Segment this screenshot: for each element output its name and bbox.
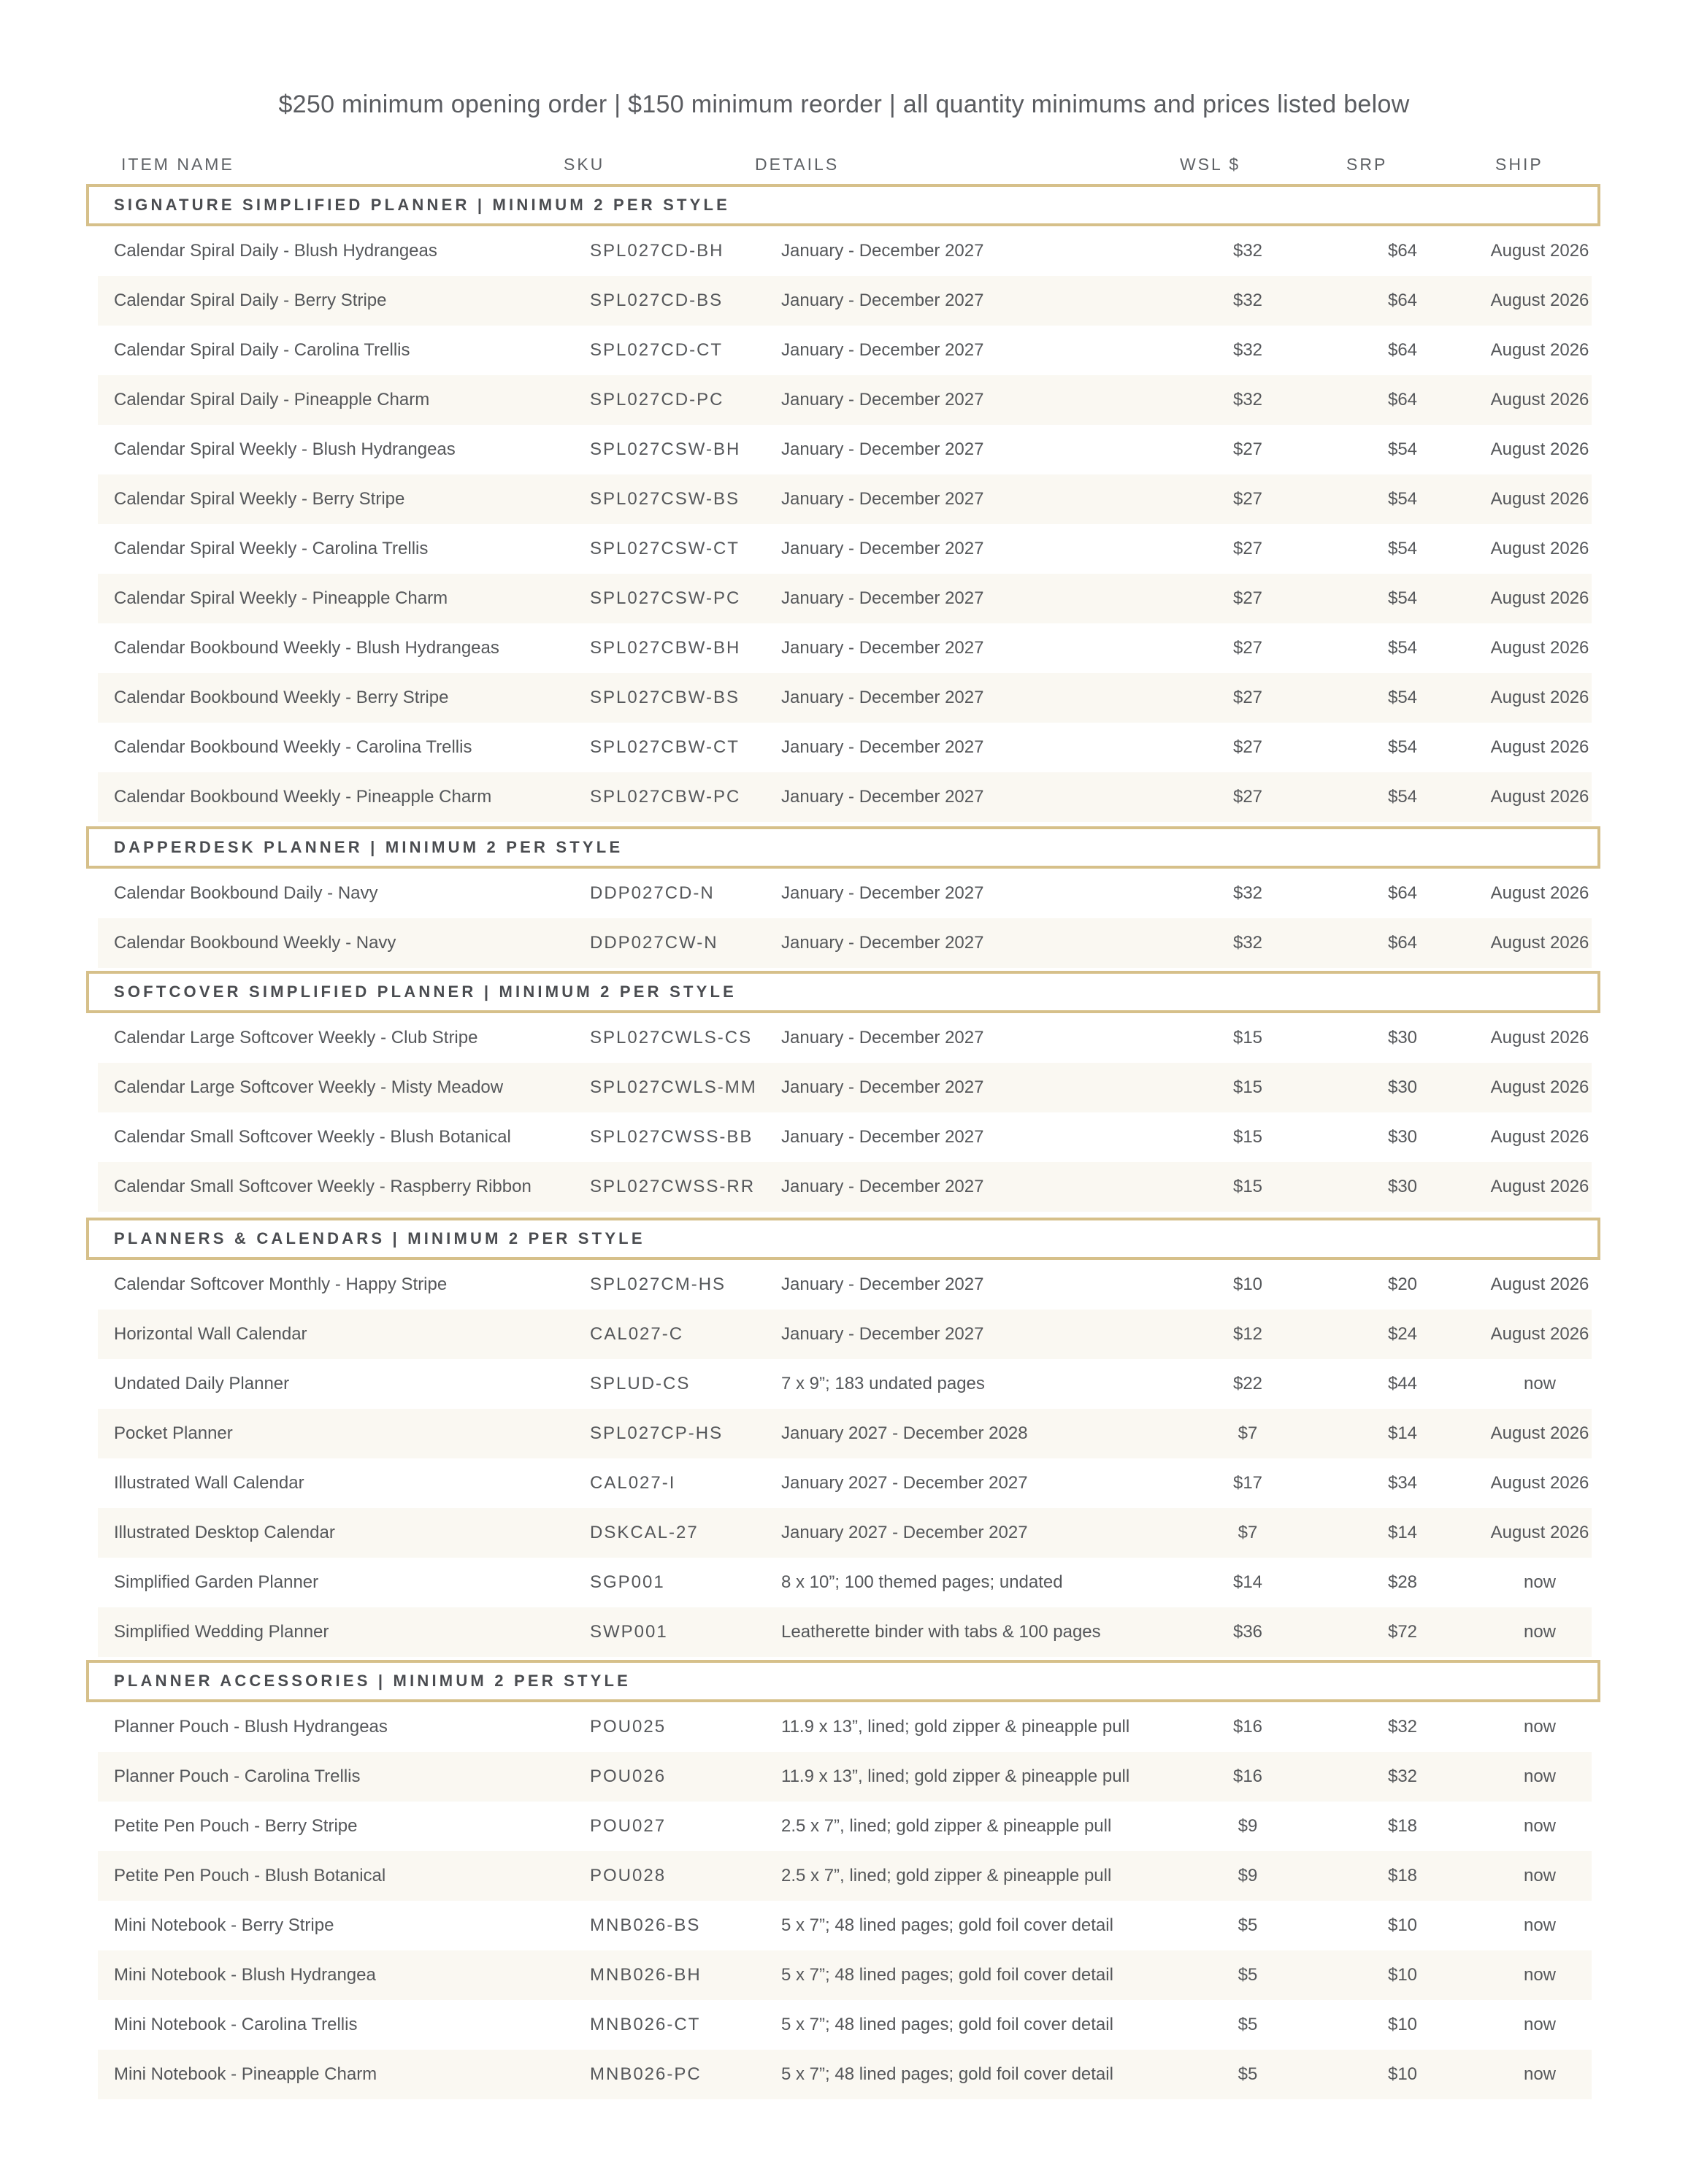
ship-date-cell: August 2026 (1490, 1127, 1589, 1147)
ship-date-cell: August 2026 (1490, 489, 1589, 509)
srp-price-cell: $30 (1387, 1177, 1418, 1196)
column-header-wsl: WSL $ (1180, 155, 1241, 174)
ship-date-cell: now (1523, 1866, 1557, 1885)
ship-date-cell: August 2026 (1490, 638, 1589, 658)
sku-cell: SPL027CSW-CT (590, 539, 740, 558)
details-cell: January - December 2027 (781, 539, 984, 558)
sku-cell: SPL027CWLS-MM (590, 1077, 757, 1097)
details-cell: January - December 2027 (781, 1324, 984, 1344)
srp-price-cell: $72 (1387, 1622, 1418, 1642)
details-cell: January - December 2027 (781, 241, 984, 261)
ship-date-cell: August 2026 (1490, 1177, 1589, 1196)
srp-price-cell: $64 (1387, 883, 1418, 903)
srp-price-cell: $32 (1387, 1717, 1418, 1737)
item-name-cell: Calendar Spiral Weekly - Pineapple Charm (114, 588, 448, 608)
srp-price-cell: $18 (1387, 1816, 1418, 1836)
item-name-cell: Calendar Small Softcover Weekly - Raspberry Ribbon (114, 1177, 532, 1196)
wsl-price-cell: $27 (1232, 688, 1263, 707)
wsl-price-cell: $15 (1232, 1177, 1263, 1196)
item-name-cell: Calendar Large Softcover Weekly - Misty Meadow (114, 1077, 504, 1097)
ship-date-cell: August 2026 (1490, 1028, 1589, 1047)
ship-date-cell: August 2026 (1490, 291, 1589, 310)
details-cell: 8 x 10”; 100 themed pages; undated (781, 1572, 1063, 1592)
table-row (98, 2050, 1592, 2099)
ship-date-cell: now (1523, 1622, 1557, 1642)
sku-cell: POU028 (590, 1866, 667, 1885)
wsl-price-cell: $15 (1232, 1077, 1263, 1097)
details-cell: Leatherette binder with tabs & 100 pages (781, 1622, 1101, 1642)
sku-cell: POU027 (590, 1816, 667, 1836)
column-header-sku: SKU (564, 155, 605, 174)
wsl-price-cell: $36 (1232, 1622, 1263, 1642)
srp-price-cell: $54 (1387, 539, 1418, 558)
item-name-cell: Mini Notebook - Pineapple Charm (114, 2064, 377, 2084)
wsl-price-cell: $27 (1232, 737, 1263, 757)
details-cell: January - December 2027 (781, 737, 984, 757)
table-row (98, 1260, 1592, 1310)
details-cell: January - December 2027 (781, 439, 984, 459)
wsl-price-cell: $27 (1232, 588, 1263, 608)
srp-price-cell: $64 (1387, 241, 1418, 261)
details-cell: January - December 2027 (781, 933, 984, 953)
wsl-price-cell: $9 (1238, 1866, 1258, 1885)
sku-cell: SPL027CBW-BH (590, 638, 741, 658)
wsl-price-cell: $5 (1238, 2015, 1258, 2034)
sku-cell: CAL027-I (590, 1473, 676, 1493)
item-name-cell: Calendar Bookbound Weekly - Blush Hydrangeas (114, 638, 499, 658)
ship-date-cell: August 2026 (1490, 688, 1589, 707)
item-name-cell: Horizontal Wall Calendar (114, 1324, 307, 1344)
wsl-price-cell: $27 (1232, 489, 1263, 509)
table-row (98, 574, 1592, 623)
ship-date-cell: August 2026 (1490, 1473, 1589, 1493)
section-label: SOFTCOVER SIMPLIFIED PLANNER | MINIMUM 2 PER STYLE (114, 983, 737, 1001)
details-cell: January - December 2027 (781, 883, 984, 903)
wsl-price-cell: $27 (1232, 439, 1263, 459)
wsl-price-cell: $32 (1232, 241, 1263, 261)
wsl-price-cell: $5 (1238, 1915, 1258, 1935)
details-cell: 5 x 7”; 48 lined pages; gold foil cover detail (781, 2015, 1113, 2034)
item-name-cell: Pocket Planner (114, 1423, 233, 1443)
details-cell: 5 x 7”; 48 lined pages; gold foil cover detail (781, 1915, 1113, 1935)
sku-cell: SPL027CSW-BS (590, 489, 740, 509)
table-row (98, 1752, 1592, 1802)
column-header-item-name: ITEM NAME (121, 155, 234, 174)
table-row (98, 1359, 1592, 1409)
table-row (98, 918, 1592, 968)
order-terms: $250 minimum opening order | $150 minimum reorder | all quantity minimums and prices listed below (278, 91, 1410, 118)
sku-cell: POU025 (590, 1717, 667, 1737)
table-row (98, 1901, 1592, 1950)
details-cell: 5 x 7”; 48 lined pages; gold foil cover detail (781, 1965, 1113, 1985)
srp-price-cell: $54 (1387, 638, 1418, 658)
srp-price-cell: $10 (1387, 2015, 1418, 2034)
ship-date-cell: August 2026 (1490, 1274, 1589, 1294)
ship-date-cell: now (1523, 1374, 1557, 1393)
sku-cell: MNB026-BS (590, 1915, 701, 1935)
details-cell: January - December 2027 (781, 787, 984, 807)
details-cell: January - December 2027 (781, 588, 984, 608)
srp-price-cell: $30 (1387, 1127, 1418, 1147)
wsl-price-cell: $7 (1238, 1523, 1258, 1542)
srp-price-cell: $30 (1387, 1028, 1418, 1047)
table-row (98, 425, 1592, 474)
table-row (98, 1558, 1592, 1607)
table-row (98, 1458, 1592, 1508)
item-name-cell: Calendar Spiral Weekly - Blush Hydrangeas (114, 439, 456, 459)
ship-date-cell: August 2026 (1490, 1077, 1589, 1097)
details-cell: 11.9 x 13”, lined; gold zipper & pineapple pull (781, 1717, 1130, 1737)
table-row (98, 623, 1592, 673)
sku-cell: SPL027CD-BS (590, 291, 724, 310)
ship-date-cell: now (1523, 1965, 1557, 1985)
table-row (98, 375, 1592, 425)
details-cell: January 2027 - December 2027 (781, 1473, 1028, 1493)
item-name-cell: Simplified Garden Planner (114, 1572, 319, 1592)
item-name-cell: Illustrated Desktop Calendar (114, 1523, 335, 1542)
table-row (98, 1508, 1592, 1558)
details-cell: January - December 2027 (781, 1177, 984, 1196)
details-cell: January - December 2027 (781, 1127, 984, 1147)
sku-cell: SPL027CD-PC (590, 390, 724, 410)
item-name-cell: Calendar Bookbound Weekly - Carolina Trellis (114, 737, 472, 757)
item-name-cell: Petite Pen Pouch - Berry Stripe (114, 1816, 358, 1836)
wsl-price-cell: $32 (1232, 291, 1263, 310)
sku-cell: CAL027-C (590, 1324, 684, 1344)
item-name-cell: Calendar Spiral Daily - Pineapple Charm (114, 390, 430, 410)
details-cell: January - December 2027 (781, 390, 984, 410)
item-name-cell: Calendar Spiral Daily - Blush Hydrangeas (114, 241, 437, 261)
item-name-cell: Planner Pouch - Blush Hydrangeas (114, 1717, 388, 1737)
section-label: PLANNERS & CALENDARS | MINIMUM 2 PER STYLE (114, 1229, 645, 1247)
item-name-cell: Calendar Large Softcover Weekly - Club Stripe (114, 1028, 478, 1047)
ship-date-cell: now (1523, 1766, 1557, 1786)
ship-date-cell: August 2026 (1490, 883, 1589, 903)
ship-date-cell: August 2026 (1490, 390, 1589, 410)
sku-cell: SPL027CBW-BS (590, 688, 740, 707)
item-name-cell: Calendar Spiral Daily - Carolina Trellis (114, 340, 410, 360)
sku-cell: MNB026-PC (590, 2064, 702, 2084)
ship-date-cell: now (1523, 1915, 1557, 1935)
section-header (86, 1218, 1600, 1260)
details-cell: 2.5 x 7”, lined; gold zipper & pineapple pull (781, 1816, 1112, 1836)
wsl-price-cell: $22 (1232, 1374, 1263, 1393)
details-cell: January 2027 - December 2027 (781, 1523, 1028, 1542)
sku-cell: SPL027CSW-BH (590, 439, 741, 459)
sku-cell: MNB026-CT (590, 2015, 701, 2034)
srp-price-cell: $28 (1387, 1572, 1418, 1592)
table-row (98, 2000, 1592, 2050)
wsl-price-cell: $17 (1232, 1473, 1263, 1493)
srp-price-cell: $34 (1387, 1473, 1418, 1493)
ship-date-cell: August 2026 (1490, 1423, 1589, 1443)
srp-price-cell: $10 (1387, 2064, 1418, 2084)
section-header (86, 184, 1600, 226)
srp-price-cell: $54 (1387, 688, 1418, 707)
item-name-cell: Calendar Spiral Weekly - Carolina Trellis (114, 539, 429, 558)
srp-price-cell: $54 (1387, 489, 1418, 509)
srp-price-cell: $10 (1387, 1915, 1418, 1935)
srp-price-cell: $14 (1387, 1523, 1418, 1542)
section-label: DAPPERDESK PLANNER | MINIMUM 2 PER STYLE (114, 838, 624, 856)
wsl-price-cell: $12 (1232, 1324, 1263, 1344)
wsl-price-cell: $7 (1238, 1423, 1258, 1443)
ship-date-cell: August 2026 (1490, 737, 1589, 757)
details-cell: 2.5 x 7”, lined; gold zipper & pineapple pull (781, 1866, 1112, 1885)
srp-price-cell: $64 (1387, 291, 1418, 310)
details-cell: January - December 2027 (781, 1077, 984, 1097)
wsl-price-cell: $5 (1238, 2064, 1258, 2084)
ship-date-cell: now (1523, 1572, 1557, 1592)
wsl-price-cell: $32 (1232, 390, 1263, 410)
ship-date-cell: now (1523, 2015, 1557, 2034)
details-cell: 11.9 x 13”, lined; gold zipper & pineapple pull (781, 1766, 1130, 1786)
table-row (98, 1702, 1592, 1752)
table-row (98, 1063, 1592, 1112)
wsl-price-cell: $15 (1232, 1127, 1263, 1147)
sku-cell: DDP027CW-N (590, 933, 718, 953)
wsl-price-cell: $32 (1232, 340, 1263, 360)
section-header (86, 971, 1600, 1013)
sku-cell: SPL027CBW-CT (590, 737, 740, 757)
table-row (98, 1310, 1592, 1359)
details-cell: 5 x 7”; 48 lined pages; gold foil cover detail (781, 2064, 1113, 2084)
wsl-price-cell: $27 (1232, 787, 1263, 807)
item-name-cell: Calendar Bookbound Weekly - Navy (114, 933, 396, 953)
srp-price-cell: $32 (1387, 1766, 1418, 1786)
table-row (98, 1607, 1592, 1657)
ship-date-cell: August 2026 (1490, 439, 1589, 459)
wsl-price-cell: $27 (1232, 638, 1263, 658)
sku-cell: SPL027CD-CT (590, 340, 724, 360)
sku-cell: SPL027CP-HS (590, 1423, 724, 1443)
table-row (98, 772, 1592, 822)
item-name-cell: Undated Daily Planner (114, 1374, 290, 1393)
wsl-price-cell: $16 (1232, 1766, 1263, 1786)
table-row (98, 1162, 1592, 1212)
srp-price-cell: $18 (1387, 1866, 1418, 1885)
ship-date-cell: August 2026 (1490, 1324, 1589, 1344)
srp-price-cell: $30 (1387, 1077, 1418, 1097)
sku-cell: MNB026-BH (590, 1965, 702, 1985)
table-row (98, 524, 1592, 574)
wsl-price-cell: $15 (1232, 1028, 1263, 1047)
sku-cell: DDP027CD-N (590, 883, 715, 903)
table-row (98, 276, 1592, 326)
item-name-cell: Calendar Spiral Weekly - Berry Stripe (114, 489, 405, 509)
item-name-cell: Calendar Bookbound Weekly - Pineapple Charm (114, 787, 492, 807)
column-header-srp: SRP (1346, 155, 1388, 174)
item-name-cell: Calendar Small Softcover Weekly - Blush Botanical (114, 1127, 511, 1147)
ship-date-cell: August 2026 (1490, 588, 1589, 608)
srp-price-cell: $64 (1387, 933, 1418, 953)
srp-price-cell: $44 (1387, 1374, 1418, 1393)
srp-price-cell: $10 (1387, 1965, 1418, 1985)
ship-date-cell: now (1523, 2064, 1557, 2084)
wsl-price-cell: $10 (1232, 1274, 1263, 1294)
ship-date-cell: August 2026 (1490, 241, 1589, 261)
details-cell: January - December 2027 (781, 1028, 984, 1047)
sku-cell: SPL027CM-HS (590, 1274, 726, 1294)
item-name-cell: Calendar Softcover Monthly - Happy Stripe (114, 1274, 448, 1294)
ship-date-cell: August 2026 (1490, 539, 1589, 558)
section-label: SIGNATURE SIMPLIFIED PLANNER | MINIMUM 2 PER STYLE (114, 196, 731, 214)
ship-date-cell: August 2026 (1490, 787, 1589, 807)
details-cell: January - December 2027 (781, 688, 984, 707)
wsl-price-cell: $32 (1232, 883, 1263, 903)
table-row (98, 1851, 1592, 1901)
sku-cell: SPL027CWLS-CS (590, 1028, 753, 1047)
sku-cell: DSKCAL-27 (590, 1523, 699, 1542)
item-name-cell: Illustrated Wall Calendar (114, 1473, 304, 1493)
table-row (98, 869, 1592, 918)
table-row (98, 723, 1592, 772)
sku-cell: SPL027CD-BH (590, 241, 724, 261)
table-row (98, 1802, 1592, 1851)
table-row (98, 1112, 1592, 1162)
ship-date-cell: August 2026 (1490, 933, 1589, 953)
item-name-cell: Mini Notebook - Blush Hydrangea (114, 1965, 376, 1985)
srp-price-cell: $54 (1387, 439, 1418, 459)
sku-cell: SWP001 (590, 1622, 668, 1642)
details-cell: January - December 2027 (781, 1274, 984, 1294)
item-name-cell: Calendar Spiral Daily - Berry Stripe (114, 291, 387, 310)
section-label: PLANNER ACCESSORIES | MINIMUM 2 PER STYLE (114, 1672, 632, 1690)
item-name-cell: Mini Notebook - Berry Stripe (114, 1915, 334, 1935)
sku-cell: SPL027CSW-PC (590, 588, 741, 608)
sku-cell: SGP001 (590, 1572, 665, 1592)
details-cell: January - December 2027 (781, 489, 984, 509)
wsl-price-cell: $16 (1232, 1717, 1263, 1737)
sku-cell: SPLUD-CS (590, 1374, 691, 1393)
srp-price-cell: $14 (1387, 1423, 1418, 1443)
wsl-price-cell: $9 (1238, 1816, 1258, 1836)
details-cell: January - December 2027 (781, 340, 984, 360)
details-cell: 7 x 9”; 183 undated pages (781, 1374, 985, 1393)
srp-price-cell: $54 (1387, 588, 1418, 608)
item-name-cell: Simplified Wedding Planner (114, 1622, 329, 1642)
details-cell: January - December 2027 (781, 291, 984, 310)
table-row (98, 1409, 1592, 1458)
wsl-price-cell: $5 (1238, 1965, 1258, 1985)
srp-price-cell: $64 (1387, 340, 1418, 360)
section-header (86, 1660, 1600, 1702)
table-row (98, 1013, 1592, 1063)
sku-cell: POU026 (590, 1766, 667, 1786)
sku-cell: SPL027CBW-PC (590, 787, 741, 807)
item-name-cell: Mini Notebook - Carolina Trellis (114, 2015, 358, 2034)
item-name-cell: Calendar Bookbound Weekly - Berry Stripe (114, 688, 449, 707)
sku-cell: SPL027CWSS-RR (590, 1177, 756, 1196)
item-name-cell: Calendar Bookbound Daily - Navy (114, 883, 378, 903)
sku-cell: SPL027CWSS-BB (590, 1127, 753, 1147)
item-name-cell: Petite Pen Pouch - Blush Botanical (114, 1866, 386, 1885)
srp-price-cell: $20 (1387, 1274, 1418, 1294)
section-header (86, 826, 1600, 869)
table-row (98, 474, 1592, 524)
column-header-ship: SHIP (1495, 155, 1543, 174)
ship-date-cell: August 2026 (1490, 340, 1589, 360)
item-name-cell: Planner Pouch - Carolina Trellis (114, 1766, 361, 1786)
details-cell: January - December 2027 (781, 638, 984, 658)
table-row (98, 673, 1592, 723)
details-cell: January 2027 - December 2028 (781, 1423, 1028, 1443)
srp-price-cell: $54 (1387, 787, 1418, 807)
ship-date-cell: August 2026 (1490, 1523, 1589, 1542)
ship-date-cell: now (1523, 1816, 1557, 1836)
table-row (98, 326, 1592, 375)
srp-price-cell: $24 (1387, 1324, 1418, 1344)
srp-price-cell: $64 (1387, 390, 1418, 410)
table-row (98, 1950, 1592, 2000)
table-row (98, 226, 1592, 276)
srp-price-cell: $54 (1387, 737, 1418, 757)
ship-date-cell: now (1523, 1717, 1557, 1737)
wsl-price-cell: $27 (1232, 539, 1263, 558)
column-header-details: DETAILS (755, 155, 840, 174)
wsl-price-cell: $14 (1232, 1572, 1263, 1592)
wsl-price-cell: $32 (1232, 933, 1263, 953)
